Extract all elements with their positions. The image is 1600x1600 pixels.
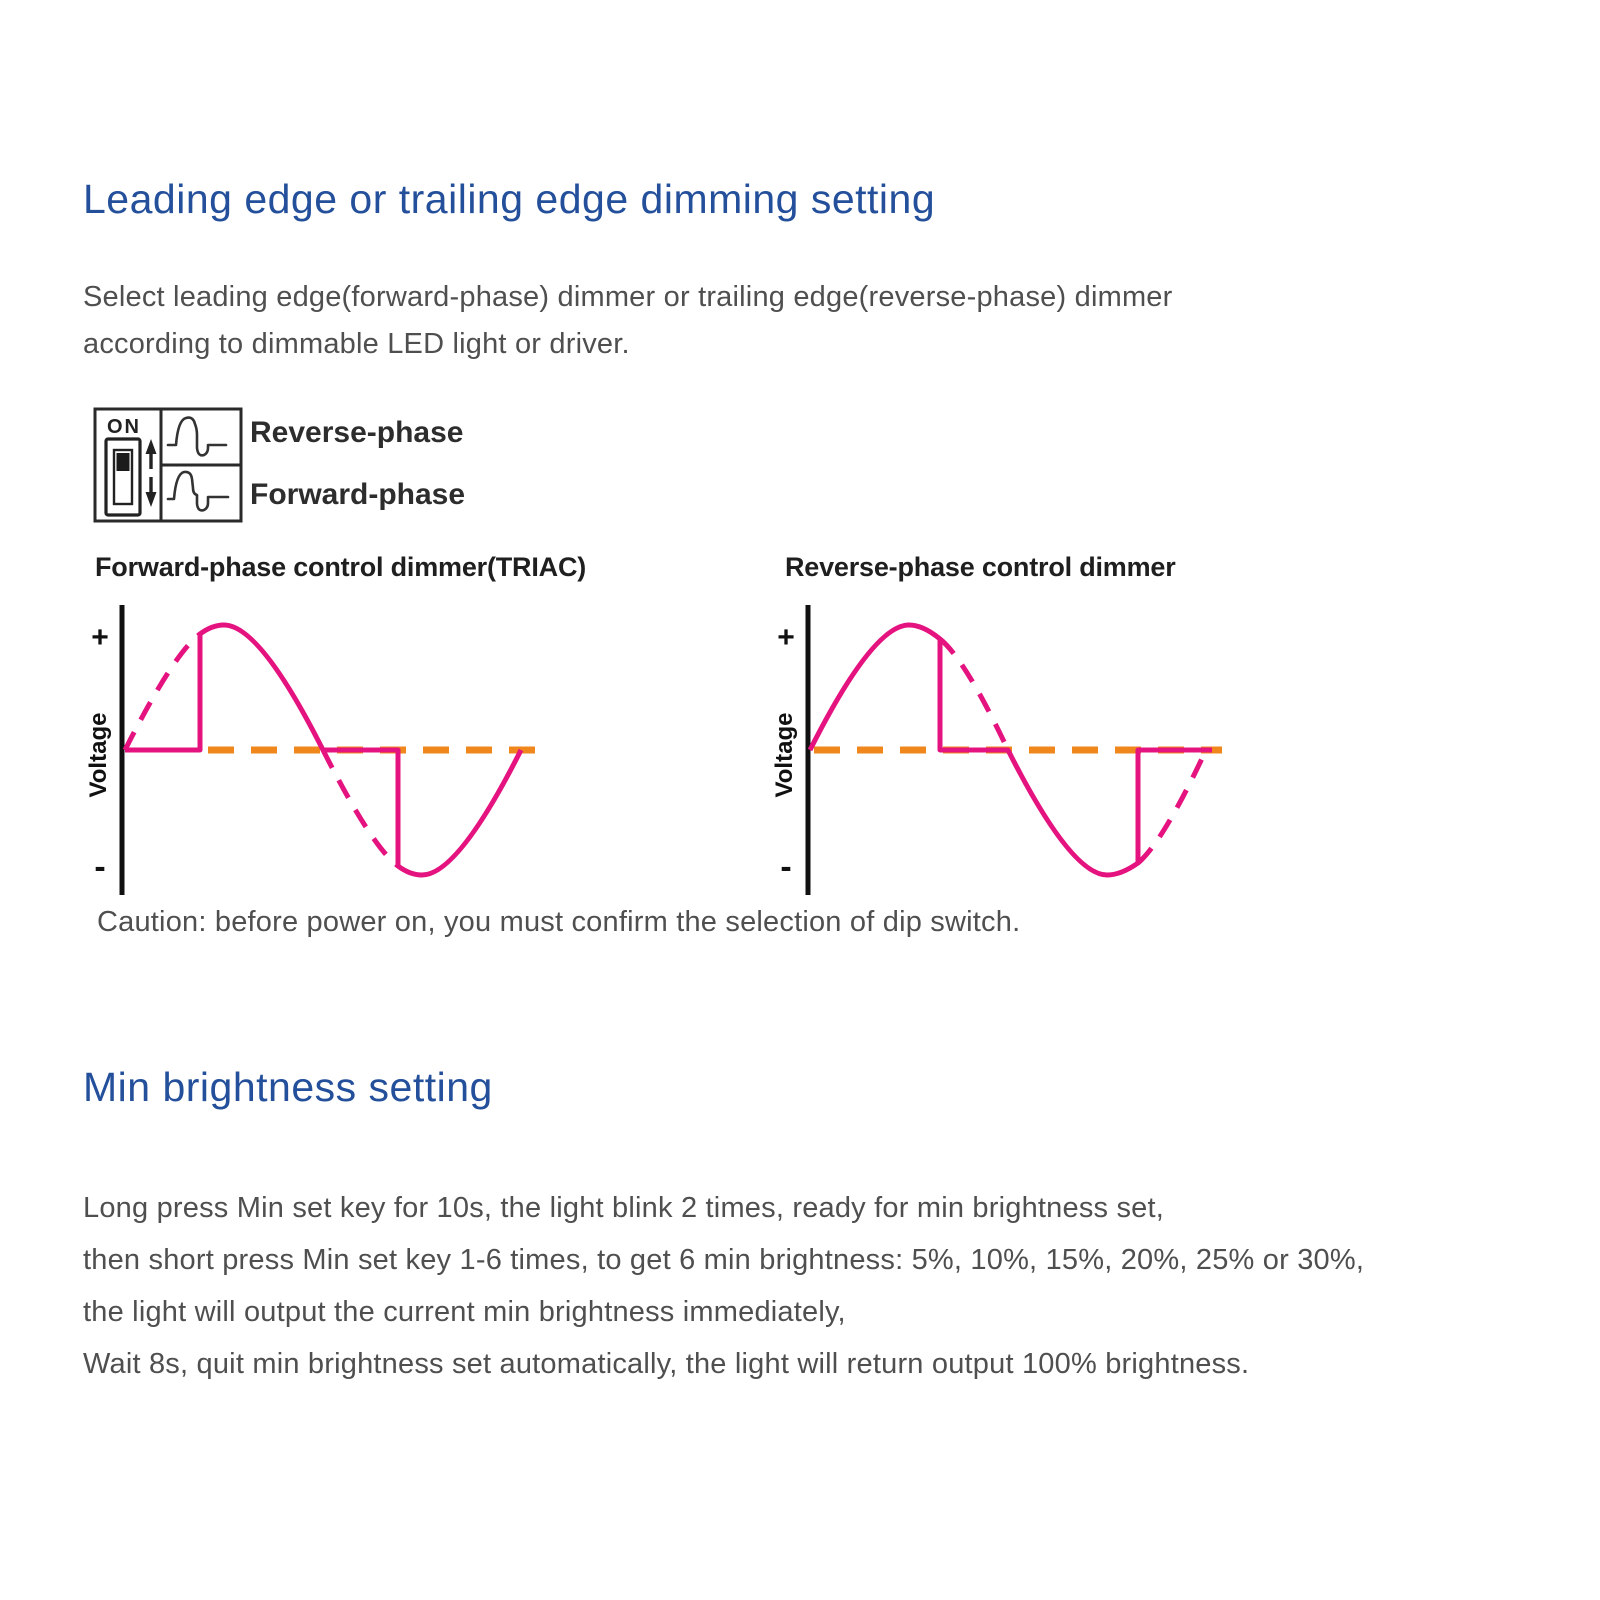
reverse-phase-waveform-icon <box>168 418 226 456</box>
minus-label: - <box>780 848 792 886</box>
down-arrow-icon <box>146 477 157 507</box>
forward-phase-label: Forward-phase <box>250 478 466 511</box>
forward-phase-waveform-icon <box>168 472 228 511</box>
intro-line-2: according to dimmable LED light or driver. <box>83 328 630 360</box>
reverse-phase-diagram-title: Reverse-phase control dimmer <box>785 552 1176 582</box>
voltage-axis-label: Voltage <box>771 712 798 798</box>
min-brightness-line-3: the light will output the current min brightness immediately, <box>83 1296 846 1328</box>
reverse-phase-label: Reverse-phase <box>250 416 464 449</box>
on-label: ON <box>107 416 141 438</box>
dip-switch-icon <box>106 439 140 515</box>
voltage-axis-label: Voltage <box>85 712 112 798</box>
intro-line-1: Select leading edge(forward-phase) dimmer or trailing edge(reverse-phase) dimmer <box>83 281 1173 313</box>
section-title-min-brightness: Min brightness setting <box>83 1064 493 1110</box>
section-title-leading-trailing: Leading edge or trailing edge dimming setting <box>83 176 936 222</box>
dip-switch-diagram <box>93 407 243 524</box>
forward-phase-diagram <box>80 552 640 902</box>
min-brightness-paragraph <box>83 1182 1364 1390</box>
min-brightness-line-1: Long press Min set key for 10s, the light blink 2 times, ready for min brightness set, <box>83 1192 1165 1224</box>
min-brightness-line-2: then short press Min set key 1-6 times, to get 6 min brightness: 5%, 10%, 15%, 20%, 25% or 30%, <box>83 1244 1365 1276</box>
caution-text: Caution: before power on, you must confirm the selection of dip switch. <box>97 906 1021 938</box>
plus-label: + <box>777 621 795 654</box>
dip-switch-figure <box>93 407 243 524</box>
min-brightness-line-4: Wait 8s, quit min brightness set automatically, the light will return output 100% brightness. <box>83 1348 1250 1380</box>
reverse-phase-diagram <box>760 552 1320 902</box>
intro-paragraph <box>83 274 1172 368</box>
waveform-output <box>125 625 521 875</box>
forward-phase-diagram-title: Forward-phase control dimmer(TRIAC) <box>95 552 587 582</box>
up-arrow-icon <box>146 439 157 469</box>
minus-label: - <box>94 848 106 886</box>
reverse-phase-waveform-chart <box>760 595 1320 902</box>
plus-label: + <box>91 621 109 654</box>
forward-phase-waveform-chart <box>80 595 640 902</box>
